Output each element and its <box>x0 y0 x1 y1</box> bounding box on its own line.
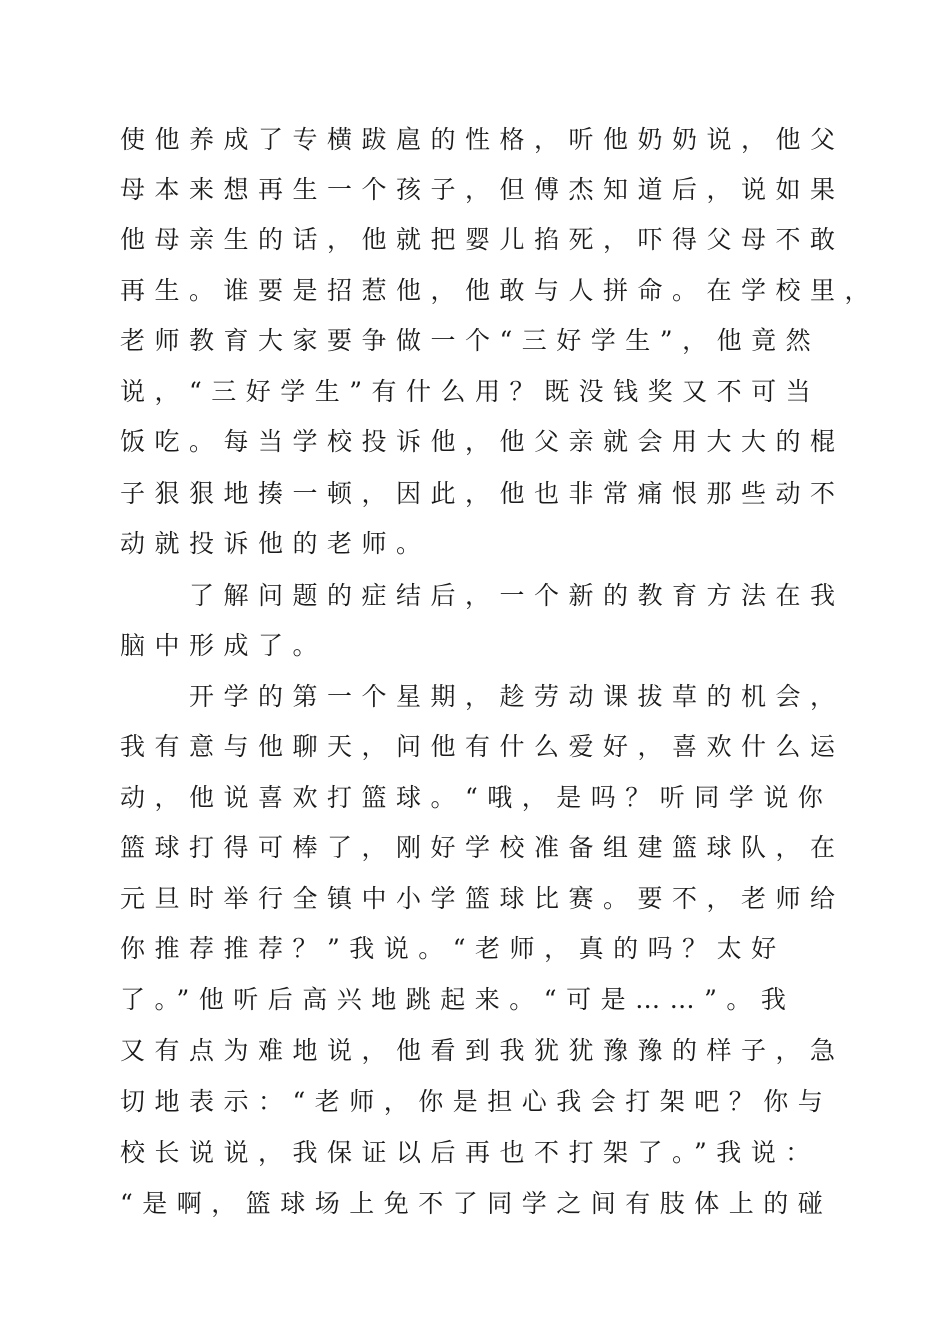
text-line: 了解问题的症结后，一个新的教育方法在我 <box>120 581 845 610</box>
text-line: 切地表示：“老师，你是担心我会打架吧？你与 <box>120 1087 833 1116</box>
text-line: 饭吃。每当学校投诉他，他父亲就会用大大的棍 <box>120 427 845 456</box>
text-line: 使他养成了专横跋扈的性格，听他奶奶说，他父 <box>120 125 845 154</box>
text-line: 又有点为难地说，他看到我犹犹豫豫的样子，急 <box>120 1036 845 1065</box>
text-line: 你推荐推荐？”我说。“老师，真的吗？太好 <box>120 934 786 963</box>
text-line: 元旦时举行全镇中小学篮球比赛。要不，老师给 <box>120 884 845 913</box>
text-line: 了。”他听后高兴地跳起来。“可是……”。我 <box>120 985 796 1014</box>
text-line: 动就投诉他的老师。 <box>120 529 431 558</box>
text-line: 我有意与他聊天，问他有什么爱好，喜欢什么运 <box>120 732 845 761</box>
text-line: 动，他说喜欢打篮球。“哦，是吗？听同学说你 <box>120 783 833 812</box>
text-line: 子狠狠地揍一顿，因此，他也非常痛恨那些动不 <box>120 479 845 508</box>
text-line: “是啊，篮球场上免不了同学之间有肢体上的碰 <box>120 1189 833 1218</box>
text-line: 说，“三好学生”有什么用？既没钱奖又不可当 <box>120 377 821 406</box>
text-line: 再生。谁要是招惹他，他敢与人拼命。在学校里， <box>120 276 880 305</box>
text-line: 老师教育大家要争做一个“三好学生”，他竟然 <box>120 326 821 355</box>
text-line: 篮球打得可棒了，刚好学校准备组建篮球队，在 <box>120 833 845 862</box>
text-line: 开学的第一个星期，趁劳动课拔草的机会， <box>120 682 845 711</box>
text-line: 母本来想再生一个孩子，但傅杰知道后，说如果 <box>120 175 845 204</box>
text-line: 脑中形成了。 <box>120 631 328 660</box>
text-line: 校长说说，我保证以后再也不打架了。”我说： <box>120 1138 820 1167</box>
text-line: 他母亲生的话，他就把婴儿掐死，吓得父母不敢 <box>120 225 845 254</box>
